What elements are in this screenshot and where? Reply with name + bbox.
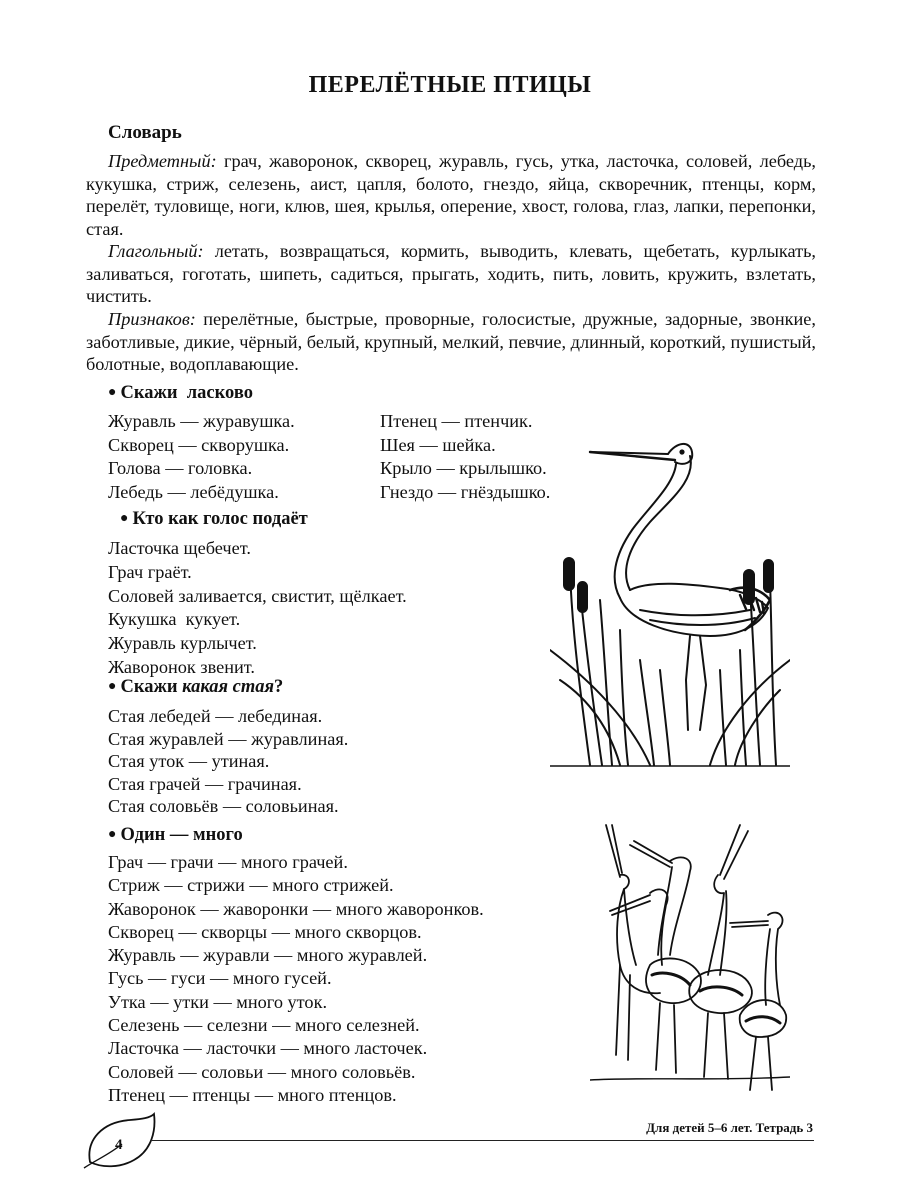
list-item: Журавль — журавли — много журавлей. bbox=[108, 945, 428, 966]
adjective-words: перелётные, быстрые, проворные, голосистые, дружные, задорные, звонкие, заботливые, дикие, чёрный, белый, крупный, мелкий, певчие, длинный, короткий, пушистый, болотные, водоплавающие. bbox=[86, 309, 816, 374]
list-item: Журавль — журавушка. bbox=[108, 411, 295, 431]
list-item: Шея — шейка. bbox=[380, 434, 496, 455]
one-many-heading bbox=[108, 825, 243, 846]
list-item: Жаворонок звенит. bbox=[108, 656, 255, 677]
list-item: Скворец — скворушка. bbox=[108, 434, 290, 455]
page-number: 4 bbox=[115, 1137, 123, 1153]
list-item: Грач — грачи — много грачей. bbox=[108, 852, 348, 872]
noun-words: грач, жаворонок, скворец, журавль, гусь, утка, ласточка, соловей, лебедь, кукушка, стриж, селезень, аист, цапля, болото, гнездо, яйца, скворечник, птенцы, корм, перелёт, туловище, ноги, клюв, шея, крылья, оперение, хвост, голова, глаз, лапки, перепонки, стая. bbox=[86, 151, 816, 239]
list-item: Птенец — птенчик. bbox=[380, 411, 533, 431]
crane-in-reeds-icon bbox=[550, 430, 790, 770]
list-item: Стая грачей — грачиная. bbox=[108, 773, 302, 794]
list-item: Соловей — соловьи — много соловьёв. bbox=[108, 1061, 416, 1082]
list-item: Гнездо — гнёздышко. bbox=[380, 481, 551, 502]
say-kindly-left-list bbox=[108, 410, 295, 504]
say-kindly-title: Скажи ласково bbox=[120, 383, 253, 403]
noun-label: Предметный: bbox=[108, 151, 217, 171]
voices-heading bbox=[120, 509, 308, 530]
one-many-title: Один — много bbox=[120, 825, 243, 845]
list-item: Соловей заливается, свистит, щёлкает. bbox=[108, 585, 407, 606]
list-item: Кукушка кукует. bbox=[108, 609, 241, 630]
adjective-vocabulary bbox=[86, 308, 816, 376]
list-item: Лебедь — лебёдушка. bbox=[108, 481, 279, 502]
bullet-icon: ● bbox=[108, 827, 117, 842]
voices-title: Кто как голос подаёт bbox=[132, 509, 308, 529]
list-item: Утка — утки — много уток. bbox=[108, 991, 328, 1012]
one-many-list bbox=[108, 851, 484, 1107]
footer-caption: Для детей 5–6 лет. Тетрадь 3 bbox=[646, 1120, 813, 1135]
list-item: Птенец — птенцы — много птенцов. bbox=[108, 1084, 397, 1105]
flock-title-end: ? bbox=[274, 677, 284, 697]
list-item: Голова — головка. bbox=[108, 458, 253, 478]
list-item: Стая уток — утиная. bbox=[108, 751, 270, 771]
list-item: Селезень — селезни — много селезней. bbox=[108, 1015, 420, 1036]
group-of-storks-icon bbox=[590, 815, 790, 1095]
verb-label: Глагольный: bbox=[108, 241, 204, 261]
voices-list bbox=[108, 537, 407, 680]
flock-list bbox=[108, 705, 348, 818]
list-item: Стая соловьёв — соловьиная. bbox=[108, 796, 339, 816]
list-item: Гусь — гуси — много гусей. bbox=[108, 968, 332, 989]
bullet-icon: ● bbox=[108, 679, 117, 694]
list-item: Жаворонок — жаворонки — много жаворонков. bbox=[108, 898, 484, 919]
list-item: Грач граёт. bbox=[108, 561, 192, 582]
list-item: Стриж — стрижи — много стрижей. bbox=[108, 875, 394, 896]
flock-heading bbox=[108, 677, 283, 698]
noun-vocabulary bbox=[86, 150, 816, 240]
dictionary-heading: Словарь bbox=[108, 122, 182, 143]
list-item: Скворец — скворцы — много скворцов. bbox=[108, 921, 422, 942]
verb-vocabulary bbox=[86, 240, 816, 308]
flock-title: Скажи bbox=[120, 677, 183, 697]
list-item: Журавль курлычет. bbox=[108, 633, 257, 654]
flock-title-italic: какая стая bbox=[182, 677, 275, 697]
list-item: Ласточка — ласточки — много ласточек. bbox=[108, 1038, 428, 1059]
say-kindly-right-list bbox=[380, 410, 550, 504]
list-item: Крыло — крылышко. bbox=[380, 458, 547, 478]
page-title: ПЕРЕЛЁТНЫЕ ПТИЦЫ bbox=[308, 72, 592, 98]
list-item: Стая журавлей — журавлиная. bbox=[108, 728, 349, 749]
list-item: Ласточка щебечет. bbox=[108, 538, 251, 558]
say-kindly-heading bbox=[108, 383, 253, 404]
adjective-label: Признаков: bbox=[108, 309, 196, 329]
list-item: Стая лебедей — лебединая. bbox=[108, 706, 323, 726]
footer-divider bbox=[150, 1140, 814, 1141]
bullet-icon: ● bbox=[120, 511, 129, 526]
bullet-icon: ● bbox=[108, 385, 117, 400]
verb-words: летать, возвращаться, кормить, выводить, клевать, щебетать, курлыкать, заливаться, гоготать, шипеть, садиться, прыгать, ходить, пить, ловить, кружить, взлетать, чистить. bbox=[86, 241, 816, 306]
